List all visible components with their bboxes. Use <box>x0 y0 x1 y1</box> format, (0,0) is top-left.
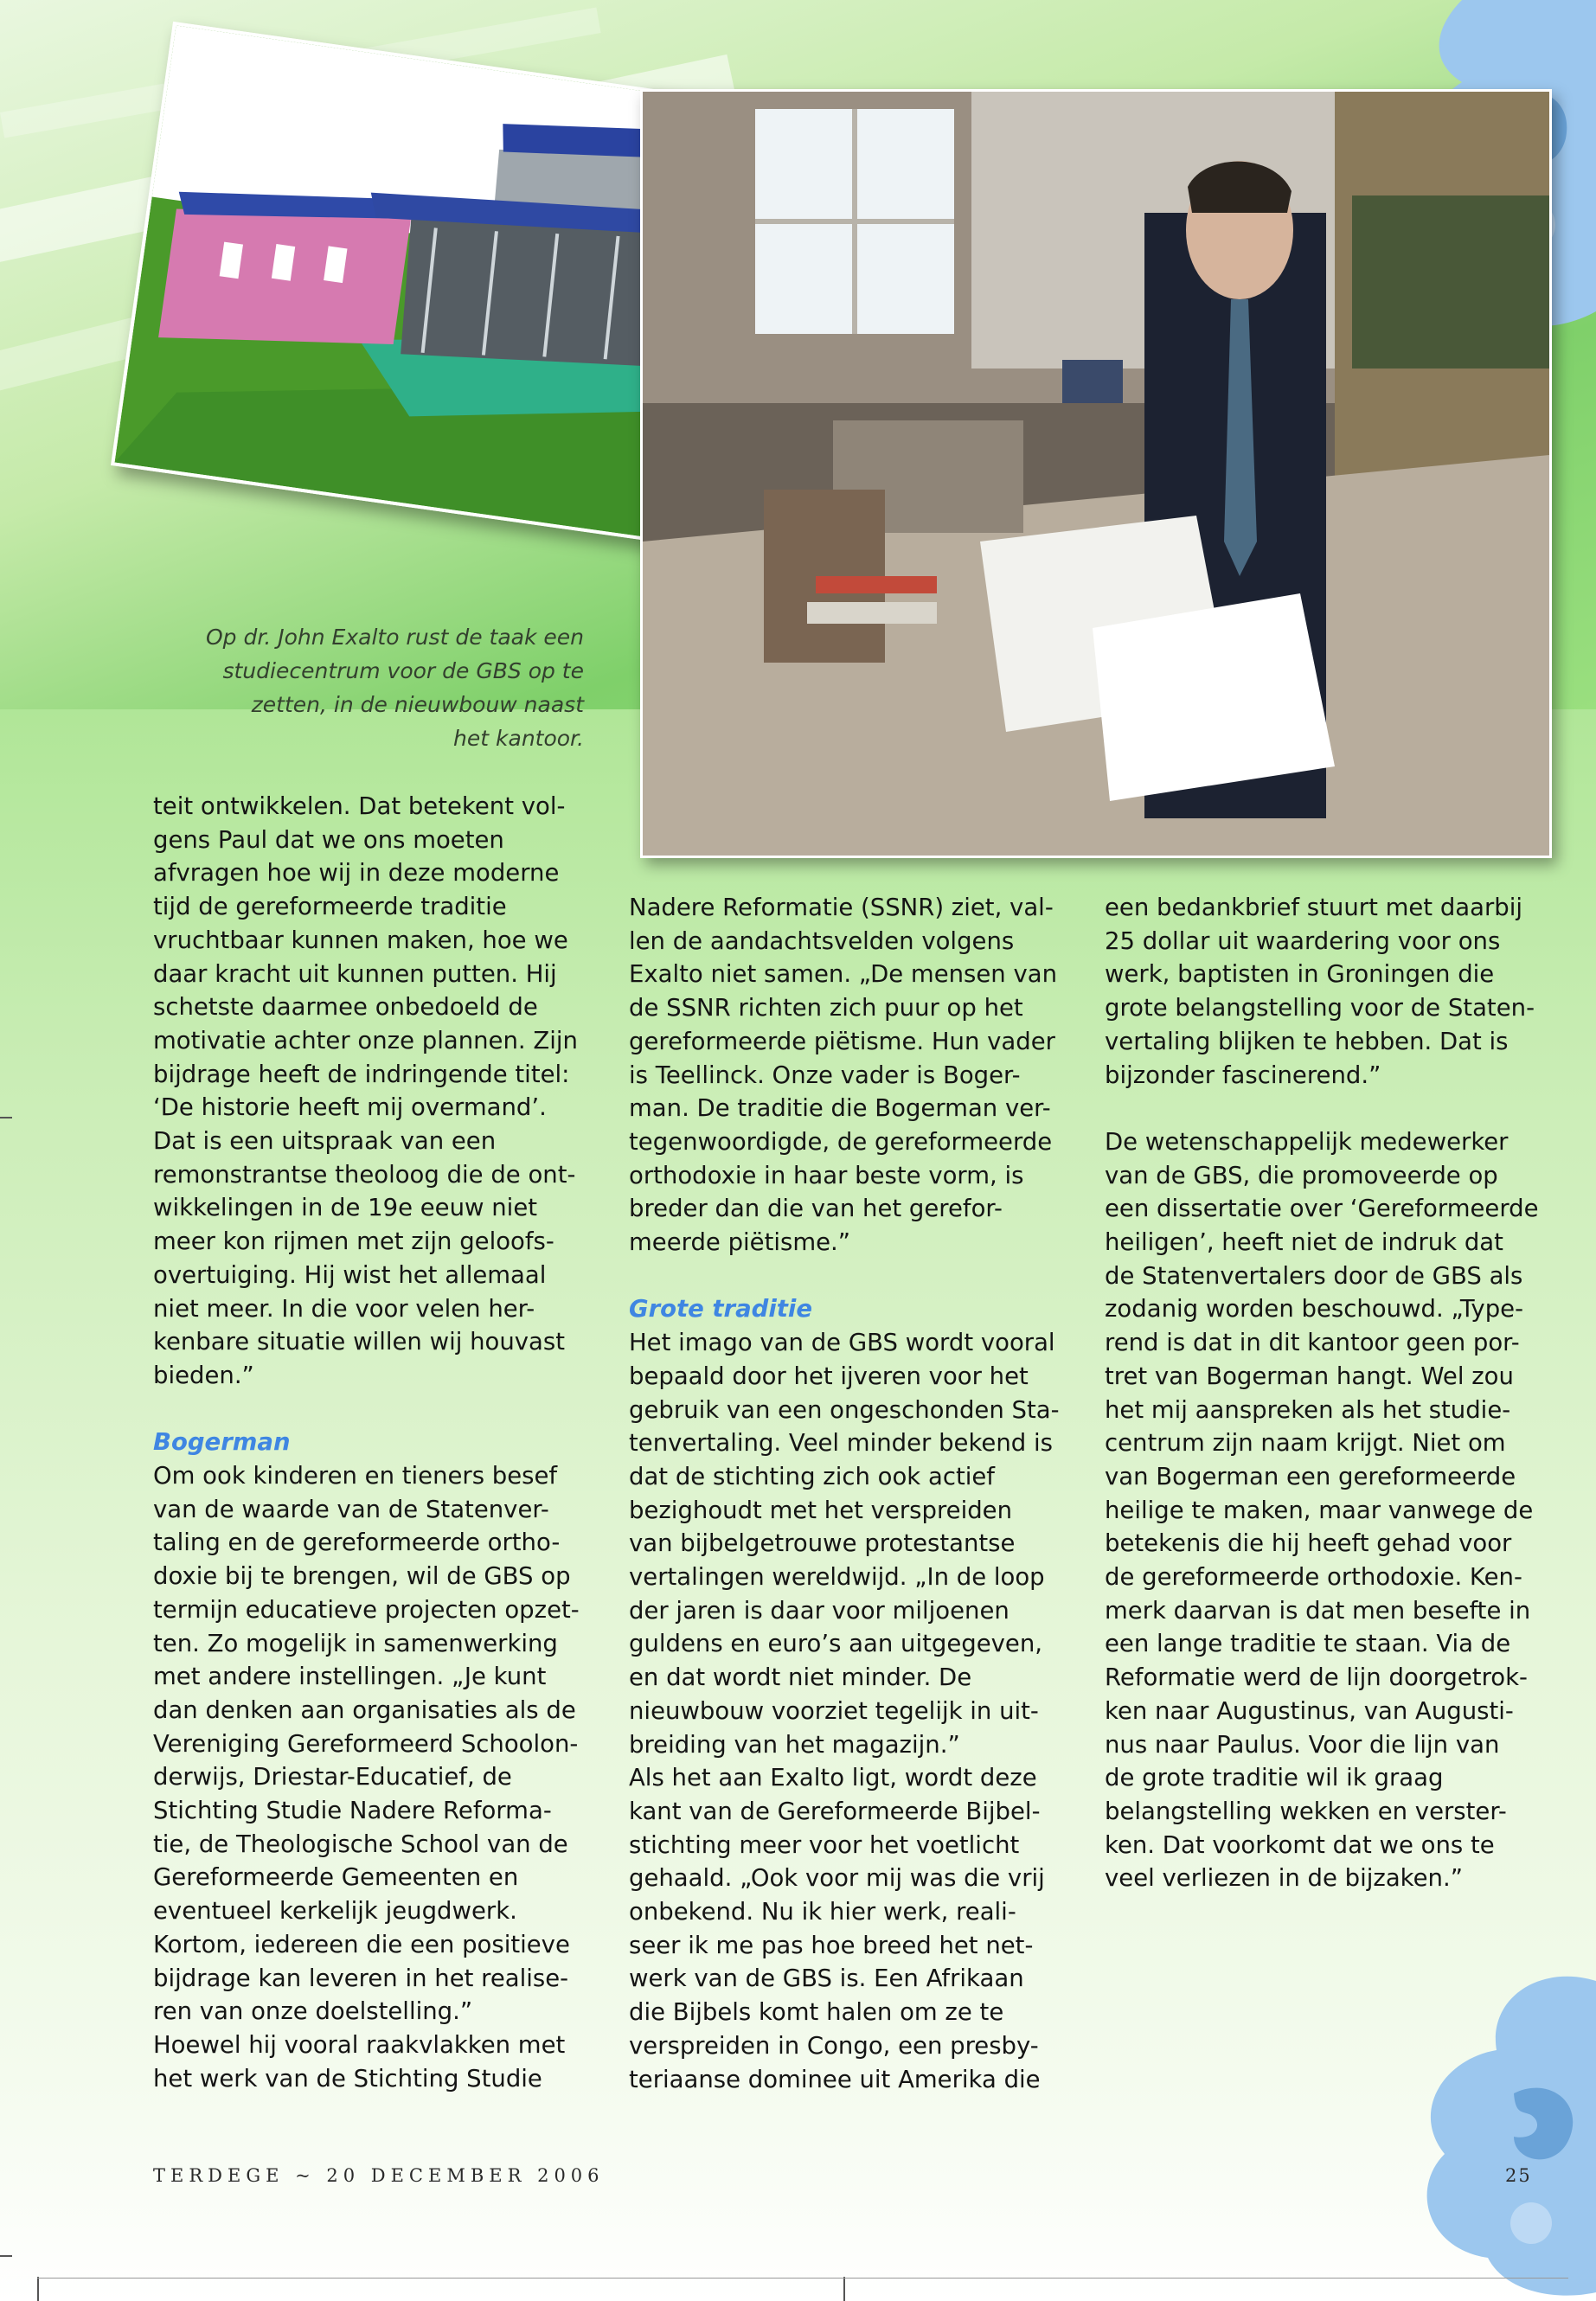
footer-publication: TERDEGE ~ 20 DECEMBER 2006 <box>153 2165 605 2186</box>
text-line: bezighoudt met het verspreiden <box>629 1496 1013 1524</box>
text-line: Exalto niet samen. „De mensen van <box>629 960 1058 989</box>
text-line: kant van de Gereformeerde Bijbel- <box>629 1797 1041 1825</box>
text-line: en dat wordt niet minder. De <box>629 1663 972 1692</box>
text-line: bijdrage heeft de indringende titel: <box>153 1060 570 1088</box>
text-line: betekenis die hij heeft gehad voor <box>1105 1529 1512 1558</box>
crop-mark <box>37 2277 39 2301</box>
text-line: een dissertatie over ‘Gereformeerde <box>1105 1195 1539 1223</box>
text-line: merk daarvan is dat men besefte in <box>1105 1596 1531 1625</box>
text-line: termijn educatieve projecten opzet- <box>153 1595 580 1624</box>
text-line: nus naar Paulus. Voor die lijn van <box>1105 1730 1500 1759</box>
text-line: een lange traditie te staan. Via de <box>1105 1630 1511 1658</box>
text-line: centrum zijn naam krijgt. Niet om <box>1105 1429 1506 1458</box>
text-line: heiligen’, heeft niet de indruk dat <box>1105 1228 1503 1257</box>
paragraph-gap <box>629 1259 1060 1293</box>
text-line: teit ontwikkelen. Dat betekent vol- <box>153 792 566 820</box>
text-line: 25 dollar uit waardering voor ons <box>1105 926 1501 955</box>
text-line: verspreiden in Congo, een presby- <box>629 2031 1039 2060</box>
office-photo-image <box>640 89 1552 858</box>
text-line: de gereformeerde orthodoxie. Ken- <box>1105 1563 1522 1592</box>
text-line: gens Paul dat we ons moeten <box>153 825 504 854</box>
text-line: derwijs, Driestar-Educatief, de <box>153 1763 512 1791</box>
crop-mark <box>843 2277 845 2301</box>
text-line: afvragen hoe wij in deze moderne <box>153 859 560 888</box>
section-heading: Grote traditie <box>629 1295 812 1324</box>
text-line: kenbare situatie willen wij houvast <box>153 1328 566 1356</box>
text-line: van Bogerman een gereformeerde <box>1105 1462 1516 1490</box>
text-line: wikkelingen in de 19e eeuw niet <box>153 1194 538 1222</box>
text-line: niet meer. In die voor velen her- <box>153 1294 535 1323</box>
text-line: stichting meer voor het voetlicht <box>629 1830 1020 1859</box>
text-line: orthodoxie in haar beste vorm, is <box>629 1161 1024 1189</box>
text-line: dan denken aan organisaties als de <box>153 1695 576 1724</box>
text-line: Dat is een uitspraak van een <box>153 1127 497 1156</box>
text-line: tenvertaling. Veel minder bekend is <box>629 1429 1053 1458</box>
text-line: Stichting Studie Nadere Reforma- <box>153 1797 552 1825</box>
text-line: heilige te maken, maar vanwege de <box>1105 1496 1534 1524</box>
text-line: van de waarde van de Statenver- <box>153 1495 549 1523</box>
text-line: die Bijbels komt halen om ze te <box>629 1998 1004 2027</box>
text-line: belangstelling wekken en verster- <box>1105 1797 1507 1825</box>
text-line: gereformeerde piëtisme. Hun vader <box>629 1027 1055 1055</box>
paragraph-gap <box>1105 1092 1539 1125</box>
text-line: breder dan die van het gerefor- <box>629 1195 1003 1223</box>
article-column-3 <box>1105 891 1539 1895</box>
text-line: Nadere Reformatie (SSNR) ziet, val- <box>629 894 1054 921</box>
text-line: Kortom, iedereen die een positieve <box>153 1930 570 1958</box>
text-line: meer kon rijmen met zijn geloofs- <box>153 1227 554 1256</box>
text-line: tie, de Theologische School van de <box>153 1830 568 1858</box>
text-line: Om ook kinderen en tieners besef <box>153 1462 558 1490</box>
crop-mark <box>0 2255 12 2257</box>
text-line: meerde piëtisme.” <box>629 1228 851 1257</box>
text-line: van bijbelgetrouwe protestantse <box>629 1529 1016 1558</box>
text-line: grote belangstelling voor de Staten- <box>1105 994 1535 1022</box>
text-line: man. De traditie die Bogerman ver- <box>629 1094 1051 1123</box>
text-line: de Statenvertalers door de GBS als <box>1105 1261 1523 1290</box>
text-line: ren van onze doelstelling.” <box>153 1997 473 2026</box>
text-line: gehaald. „Ook voor mij was die vrij <box>629 1864 1045 1893</box>
text-line: overtuiging. Hij wist het allemaal <box>153 1260 547 1289</box>
text-line: de SSNR richten zich puur op het <box>629 994 1023 1022</box>
text-line: Reformatie werd de lijn doorgetrok- <box>1105 1663 1528 1692</box>
text-line: Hoewel hij vooral raakvlakken met <box>153 2031 566 2059</box>
text-line: ten. Zo mogelijk in samenwerking <box>153 1629 558 1657</box>
text-line: schetste daarmee onbedoeld de <box>153 993 538 1022</box>
crop-mark <box>0 1117 12 1118</box>
text-line: werk van de GBS is. Een Afrikaan <box>629 1965 1024 1993</box>
text-line: dat de stichting zich ook actief <box>629 1462 995 1490</box>
text-line: bijzonder fascinerend.” <box>1105 1061 1381 1089</box>
text-line: werk, baptisten in Groningen die <box>1105 960 1495 989</box>
text-line: vertaling blijken te hebben. Dat is <box>1105 1027 1509 1055</box>
text-line: daar kracht uit kunnen putten. Hij <box>153 959 557 988</box>
text-line: ‘De historie heeft mij overmand’. <box>153 1093 547 1122</box>
section-heading: Bogerman <box>153 1428 291 1457</box>
article-column-2 <box>629 891 1060 2096</box>
text-line: Gereformeerde Gemeenten en <box>153 1863 519 1892</box>
text-line: ken naar Augustinus, van Augusti- <box>1105 1696 1514 1725</box>
text-line: het werk van de Stichting Studie <box>153 2064 542 2093</box>
text-line: gebruik van een ongeschonden Sta- <box>629 1395 1060 1424</box>
caption-line: Op dr. John Exalto rust de taak een <box>205 625 584 650</box>
text-line: taling en de gereformeerde ortho- <box>153 1529 561 1557</box>
text-line: Het imago van de GBS wordt vooral <box>629 1329 1055 1357</box>
text-line: tegenwoordigde, de gereformeerde <box>629 1127 1053 1156</box>
text-line: doxie bij te brengen, wil de GBS op <box>153 1562 571 1591</box>
text-line: vertalingen wereldwijd. „In de loop <box>629 1563 1045 1592</box>
text-line: ken. Dat voorkomt dat we ons te <box>1105 1830 1495 1859</box>
text-line: vruchtbaar kunnen maken, hoe we <box>153 926 568 954</box>
text-line: De wetenschappelijk medewerker <box>1105 1127 1509 1156</box>
text-line: Vereniging Gereformeerd Schoolon- <box>153 1729 579 1758</box>
text-line: Als het aan Exalto ligt, wordt deze <box>629 1764 1037 1792</box>
photo-caption <box>173 620 584 755</box>
text-line: eventueel kerkelijk jeugdwerk. <box>153 1897 517 1926</box>
text-line: seer ik me pas hoe breed het net- <box>629 1931 1034 1959</box>
text-line: bijdrage kan leveren in het realise- <box>153 1964 569 1992</box>
text-line: nieuwbouw voorziet tegelijk in uit- <box>629 1696 1039 1725</box>
article-column-1 <box>153 790 580 2095</box>
text-line: rend is dat in dit kantoor geen por- <box>1105 1329 1520 1357</box>
text-line: de grote traditie wil ik graag <box>1105 1764 1444 1792</box>
text-line: breiding van het magazijn.” <box>629 1730 960 1759</box>
text-line: van de GBS, die promoveerde op <box>1105 1161 1498 1189</box>
text-line: met andere instellingen. „Je kunt <box>153 1663 547 1691</box>
caption-line: het kantoor. <box>453 726 584 751</box>
page-number: 25 <box>1505 2165 1532 2186</box>
trim-line <box>37 2278 1568 2279</box>
text-line: tijd de gereformeerde traditie <box>153 893 507 921</box>
blue-ornament-bottom-icon <box>1315 1964 1596 2301</box>
text-line: bieden.” <box>153 1361 254 1389</box>
text-line: veel verliezen in de bijzaken.” <box>1105 1864 1463 1893</box>
text-line: motivatie achter onze plannen. Zijn <box>153 1026 578 1054</box>
text-line: het mij aanspreken als het studie- <box>1105 1395 1511 1424</box>
text-line: der jaren is daar voor miljoenen <box>629 1596 1010 1625</box>
text-line: bepaald door het ijveren voor het <box>629 1362 1029 1390</box>
text-line: guldens en euro’s aan uitgegeven, <box>629 1630 1043 1658</box>
caption-line: studiecentrum voor de GBS op te <box>222 658 584 683</box>
paragraph-gap <box>153 1393 580 1426</box>
office-scene-illustration <box>643 92 1549 856</box>
text-line: tret van Bogerman hangt. Wel zou <box>1105 1362 1514 1390</box>
text-line: een bedankbrief stuurt met daarbij <box>1105 894 1523 921</box>
text-line: zodanig worden beschouwd. „Type- <box>1105 1295 1524 1324</box>
caption-line: zetten, in de nieuwbouw naast <box>251 692 584 717</box>
text-line: len de aandachtsvelden volgens <box>629 926 1015 955</box>
text-line: teriaanse dominee uit Amerika die <box>629 2065 1041 2093</box>
text-line: is Teellinck. Onze vader is Boger- <box>629 1061 1021 1089</box>
text-line: remonstrantse theoloog die de ont- <box>153 1160 576 1189</box>
text-line: onbekend. Nu ik hier werk, reali- <box>629 1898 1016 1926</box>
